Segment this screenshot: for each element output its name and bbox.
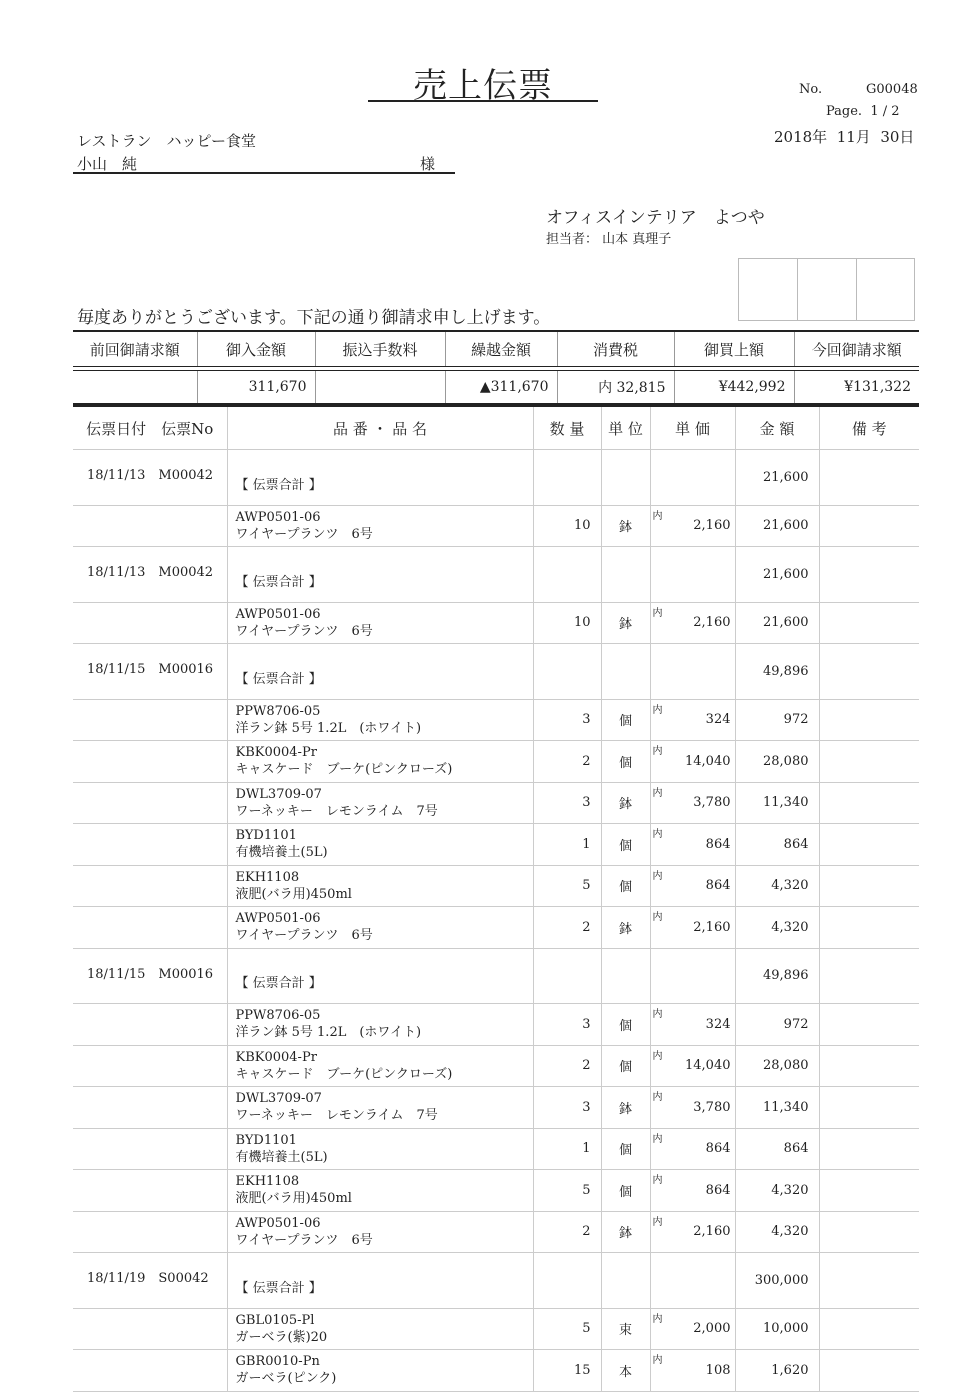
item-cell: [227, 699, 533, 741]
item-cell: [227, 602, 533, 644]
date-cell: [73, 1211, 227, 1253]
item-amount: 4,320: [735, 865, 819, 907]
tax-included-mark: 内: [652, 1216, 663, 1228]
item-amount: 28,080: [735, 741, 819, 783]
item-amount: 864: [735, 824, 819, 866]
document-title: 売上伝票: [413, 66, 553, 106]
voucher-date-no: 18/11/13 M00042: [73, 450, 227, 506]
item-qty: 2: [533, 741, 601, 783]
date-cell: [73, 1128, 227, 1170]
note-cell: [819, 1004, 919, 1046]
item-qty: 1: [533, 1128, 601, 1170]
voucher-total-row: [73, 547, 919, 603]
voucher-date-no: 18/11/15 M00016: [73, 644, 227, 700]
date-cell: [73, 1350, 227, 1392]
item-cell: [227, 1170, 533, 1212]
item-unit: 鉢: [601, 602, 650, 644]
item-cell: [227, 824, 533, 866]
line-items-body: [73, 450, 919, 1392]
line-items-table: [73, 405, 919, 1392]
item-code: DWL3709-07: [235, 786, 322, 802]
item-amount: 972: [735, 1004, 819, 1046]
doc-no-label: No.: [799, 82, 823, 97]
table-row: [73, 782, 919, 824]
table-row: [73, 1350, 919, 1392]
item-price-cell: [650, 699, 735, 741]
item-qty: 3: [533, 1004, 601, 1046]
voucher-total-label: 【 伝票合計 】: [235, 976, 322, 992]
item-unit: 鉢: [601, 505, 650, 547]
summary-header-carryover: 繰越金額: [445, 331, 557, 367]
price-cell: [650, 644, 735, 700]
item-name: 有機培養土(5L): [235, 1149, 328, 1165]
note-cell: [819, 824, 919, 866]
voucher-total-label-cell: [227, 450, 533, 506]
date-cell: [73, 907, 227, 949]
item-amount: 28,080: [735, 1045, 819, 1087]
item-price: 2,160: [693, 518, 731, 534]
tax-included-mark: 内: [652, 1175, 663, 1186]
voucher-total-row: [73, 948, 919, 1004]
note-cell: [819, 547, 919, 603]
item-qty: 2: [533, 907, 601, 949]
stamp-box-3: [856, 258, 915, 321]
item-price-cell: [650, 505, 735, 547]
item-price: 14,040: [685, 753, 731, 769]
item-price-cell: [650, 1045, 735, 1087]
item-unit: 束: [601, 1308, 650, 1350]
voucher-total-label: 【 伝票合計 】: [235, 1280, 322, 1296]
voucher-total-label-cell: [227, 644, 533, 700]
item-amount: 4,320: [735, 1211, 819, 1253]
note-cell: [819, 505, 919, 547]
summary-header-payment: 御入金額: [197, 331, 315, 367]
voucher-total-label-cell: [227, 547, 533, 603]
item-price-cell: [650, 1128, 735, 1170]
item-cell: [227, 1045, 533, 1087]
col-header-date-no: 伝票日付 伝票No: [73, 406, 227, 450]
summary-header-previous: 前回御請求額: [73, 331, 197, 367]
tax-included-mark: 内: [652, 829, 663, 840]
summary-header-fee: 振込手数料: [315, 331, 445, 367]
item-qty: 5: [533, 1170, 601, 1212]
item-cell: [227, 1004, 533, 1046]
table-row: [73, 1308, 919, 1350]
item-qty: 5: [533, 1308, 601, 1350]
item-price-cell: [650, 824, 735, 866]
item-qty: 5: [533, 865, 601, 907]
item-price: 864: [705, 836, 731, 852]
item-name: ガーベラ(紫)20: [235, 1329, 328, 1345]
note-cell: [819, 699, 919, 741]
table-row: [73, 741, 919, 783]
item-unit: 鉢: [601, 907, 650, 949]
table-row: [73, 824, 919, 866]
item-name: ワイヤープランツ 6号: [235, 526, 373, 542]
item-qty: 3: [533, 782, 601, 824]
note-cell: [819, 1045, 919, 1087]
item-qty: 1: [533, 824, 601, 866]
item-name: 洋ラン鉢 5号 1.2L (ホワイト): [235, 720, 422, 736]
item-name: ワイヤープランツ 6号: [235, 1232, 373, 1248]
item-amount: 864: [735, 1128, 819, 1170]
date-cell: [73, 1004, 227, 1046]
item-code: EKH1108: [235, 869, 300, 885]
qty-cell: [533, 450, 601, 506]
item-price-cell: [650, 1087, 735, 1129]
summary-value-tax: 内 32,815: [557, 371, 674, 405]
qty-cell: [533, 547, 601, 603]
item-name: キャスケード ブーケ(ピンクローズ): [235, 1066, 453, 1082]
item-name: ワーネッキー レモンライム 7号: [235, 1108, 438, 1124]
price-cell: [650, 1253, 735, 1309]
unit-cell: [601, 948, 650, 1004]
item-qty: 15: [533, 1350, 601, 1392]
item-price: 108: [705, 1362, 731, 1378]
item-unit: 鉢: [601, 1211, 650, 1253]
tax-included-mark: 内: [652, 607, 663, 619]
tax-included-mark: 内: [652, 1133, 663, 1145]
item-unit: 個: [601, 865, 650, 907]
item-code: PPW8706-05: [235, 703, 321, 719]
item-qty: 2: [533, 1211, 601, 1253]
unit-cell: [601, 547, 650, 603]
item-cell: [227, 1211, 533, 1253]
item-amount: 4,320: [735, 907, 819, 949]
note-cell: [819, 1253, 919, 1309]
item-price: 324: [705, 1016, 731, 1032]
note-cell: [819, 865, 919, 907]
voucher-total-row: [73, 644, 919, 700]
item-price: 2,160: [693, 919, 731, 935]
table-row: [73, 602, 919, 644]
voucher-total-amount: 300,000: [735, 1253, 819, 1309]
item-cell: [227, 865, 533, 907]
item-qty: 3: [533, 699, 601, 741]
unit-cell: [601, 1253, 650, 1309]
item-price-cell: [650, 865, 735, 907]
item-cell: [227, 1128, 533, 1170]
summary-value-previous: [73, 371, 197, 405]
note-cell: [819, 948, 919, 1004]
voucher-total-amount: 49,896: [735, 948, 819, 1004]
tax-included-mark: 内: [652, 912, 663, 923]
item-price: 864: [705, 1141, 731, 1157]
summary-header-purchase: 御買上額: [674, 331, 794, 367]
item-qty: 10: [533, 602, 601, 644]
table-row: [73, 1087, 919, 1129]
qty-cell: [533, 948, 601, 1004]
item-amount: 21,600: [735, 505, 819, 547]
item-price: 2,160: [693, 1224, 731, 1240]
voucher-total-label-cell: [227, 1253, 533, 1309]
table-row: [73, 1128, 919, 1170]
item-name: 液肥(バラ用)450ml: [235, 1191, 352, 1207]
item-cell: [227, 741, 533, 783]
table-row: [73, 1045, 919, 1087]
summary-value-current: ¥131,322: [794, 371, 919, 405]
item-code: AWP0501-06: [235, 509, 321, 525]
greeting-text: 毎度ありがとうございます。下記の通り御請求申し上げます。: [77, 308, 551, 328]
item-unit: 個: [601, 1004, 650, 1046]
item-name: ワーネッキー レモンライム 7号: [235, 803, 438, 819]
summary-table: [73, 330, 919, 405]
price-cell: [650, 450, 735, 506]
item-unit: 鉢: [601, 782, 650, 824]
voucher-total-amount: 49,896: [735, 644, 819, 700]
item-price: 2,160: [693, 615, 731, 631]
tax-included-mark: 内: [652, 787, 663, 799]
date-cell: [73, 824, 227, 866]
voucher-total-label-cell: [227, 948, 533, 1004]
item-price: 3,780: [693, 1099, 731, 1115]
note-cell: [819, 907, 919, 949]
item-qty: 10: [533, 505, 601, 547]
voucher-total-amount: 21,600: [735, 547, 819, 603]
date-cell: [73, 1308, 227, 1350]
note-cell: [819, 782, 919, 824]
item-code: AWP0501-06: [235, 911, 321, 927]
item-code: GBL0105-Pl: [235, 1312, 315, 1328]
issuer-rep: 担当者： 山本 真理子: [546, 232, 672, 247]
item-price: 864: [705, 878, 731, 894]
item-price-cell: [650, 1350, 735, 1392]
item-cell: [227, 1308, 533, 1350]
stamp-box-2: [797, 258, 856, 321]
voucher-total-label: 【 伝票合計 】: [235, 574, 322, 590]
item-unit: 個: [601, 1045, 650, 1087]
date-cell: [73, 699, 227, 741]
item-code: AWP0501-06: [235, 606, 321, 622]
customer-company: レストラン ハッピー食堂: [77, 132, 256, 150]
date-cell: [73, 1045, 227, 1087]
title-underline: [368, 100, 598, 102]
price-cell: [650, 547, 735, 603]
item-code: BYD1101: [235, 1132, 297, 1148]
date-cell: [73, 602, 227, 644]
table-row: [73, 1170, 919, 1212]
voucher-date-no: 18/11/15 M00016: [73, 948, 227, 1004]
col-header-item: 品 番 ・ 品 名: [227, 406, 533, 450]
customer-honorific: 様: [420, 155, 436, 173]
col-header-unit: 単 位: [601, 406, 650, 450]
item-cell: [227, 1087, 533, 1129]
voucher-date-no: 18/11/13 M00042: [73, 547, 227, 603]
voucher-total-label: 【 伝票合計 】: [235, 671, 322, 687]
item-price-cell: [650, 1211, 735, 1253]
tax-included-mark: 内: [652, 746, 663, 757]
col-header-amount: 金 額: [735, 406, 819, 450]
table-row: [73, 1211, 919, 1253]
col-header-note: 備 考: [819, 406, 919, 450]
table-row: [73, 699, 919, 741]
note-cell: [819, 741, 919, 783]
item-name: ワイヤープランツ 6号: [235, 928, 373, 944]
doc-no-value: G00048: [866, 82, 918, 97]
item-code: KBK0004-Pr: [235, 745, 317, 761]
table-row: [73, 865, 919, 907]
item-unit: 個: [601, 824, 650, 866]
item-code: DWL3709-07: [235, 1091, 322, 1107]
item-price: 2,000: [693, 1321, 731, 1337]
voucher-total-amount: 21,600: [735, 450, 819, 506]
item-price-cell: [650, 907, 735, 949]
item-cell: [227, 782, 533, 824]
item-name: 洋ラン鉢 5号 1.2L (ホワイト): [235, 1025, 422, 1041]
item-unit: 本: [601, 1350, 650, 1392]
tax-included-mark: 内: [652, 510, 663, 522]
item-price: 864: [705, 1182, 731, 1198]
item-unit: 個: [601, 699, 650, 741]
date-cell: [73, 741, 227, 783]
tax-included-mark: 内: [652, 704, 663, 716]
item-unit: 個: [601, 1170, 650, 1212]
item-price: 3,780: [693, 795, 731, 811]
voucher-total-row: [73, 1253, 919, 1309]
item-name: ガーベラ(ピンク): [235, 1371, 337, 1387]
note-cell: [819, 1170, 919, 1212]
summary-header-tax: 消費税: [557, 331, 674, 367]
tax-included-mark: 内: [652, 870, 663, 882]
item-amount: 11,340: [735, 1087, 819, 1129]
qty-cell: [533, 1253, 601, 1309]
item-unit: 鉢: [601, 1087, 650, 1129]
tax-included-mark: 内: [652, 1092, 663, 1103]
date-cell: [73, 782, 227, 824]
col-header-qty: 数 量: [533, 406, 601, 450]
item-price: 14,040: [685, 1058, 731, 1074]
tax-included-mark: 内: [652, 1050, 663, 1062]
summary-value-fee: [315, 371, 445, 405]
voucher-date-no: 18/11/19 S00042: [73, 1253, 227, 1309]
col-header-price: 単 価: [650, 406, 735, 450]
item-amount: 10,000: [735, 1308, 819, 1350]
customer-name: 小山 純: [77, 155, 138, 173]
item-price-cell: [650, 1004, 735, 1046]
issuer-company: オフィスインテリア よつや: [546, 208, 765, 228]
item-code: AWP0501-06: [235, 1215, 321, 1231]
item-cell: [227, 505, 533, 547]
stamp-box-1: [738, 258, 797, 321]
item-price-cell: [650, 602, 735, 644]
item-price-cell: [650, 782, 735, 824]
summary-header-current: 今回御請求額: [794, 331, 919, 367]
item-price-cell: [650, 741, 735, 783]
item-name: キャスケード ブーケ(ピンクローズ): [235, 762, 453, 778]
item-code: KBK0004-Pr: [235, 1049, 317, 1065]
price-cell: [650, 948, 735, 1004]
tax-included-mark: 内: [652, 1313, 663, 1325]
item-unit: 個: [601, 741, 650, 783]
date-cell: [73, 505, 227, 547]
item-name: ワイヤープランツ 6号: [235, 623, 373, 639]
page-number: Page. 1 / 2: [826, 104, 900, 119]
qty-cell: [533, 644, 601, 700]
customer-underline: [73, 172, 455, 174]
voucher-total-label: 【 伝票合計 】: [235, 477, 322, 493]
date-cell: [73, 1170, 227, 1212]
item-amount: 1,620: [735, 1350, 819, 1392]
item-name: 有機培養土(5L): [235, 845, 328, 861]
note-cell: [819, 1087, 919, 1129]
note-cell: [819, 1128, 919, 1170]
table-row: [73, 505, 919, 547]
summary-value-carryover: ▲311,670: [445, 371, 557, 405]
note-cell: [819, 1350, 919, 1392]
tax-included-mark: 内: [652, 1009, 663, 1020]
date-cell: [73, 865, 227, 907]
item-amount: 21,600: [735, 602, 819, 644]
note-cell: [819, 450, 919, 506]
item-name: 液肥(バラ用)450ml: [235, 886, 352, 902]
summary-value-purchase: ¥442,992: [674, 371, 794, 405]
item-amount: 4,320: [735, 1170, 819, 1212]
summary-value-payment: 311,670: [197, 371, 315, 405]
item-code: PPW8706-05: [235, 1008, 321, 1024]
item-code: BYD1101: [235, 828, 297, 844]
voucher-total-row: [73, 450, 919, 506]
item-qty: 2: [533, 1045, 601, 1087]
item-qty: 3: [533, 1087, 601, 1129]
item-cell: [227, 1350, 533, 1392]
item-price-cell: [650, 1170, 735, 1212]
item-price: 324: [705, 712, 731, 728]
item-unit: 個: [601, 1128, 650, 1170]
item-amount: 11,340: [735, 782, 819, 824]
table-row: [73, 1004, 919, 1046]
note-cell: [819, 602, 919, 644]
date-cell: [73, 1087, 227, 1129]
note-cell: [819, 1211, 919, 1253]
item-code: GBR0010-Pn: [235, 1354, 320, 1370]
table-row: [73, 907, 919, 949]
issue-date: 2018年 11月 30日: [774, 128, 915, 146]
note-cell: [819, 644, 919, 700]
item-code: EKH1108: [235, 1174, 300, 1190]
item-cell: [227, 907, 533, 949]
unit-cell: [601, 450, 650, 506]
note-cell: [819, 1308, 919, 1350]
item-price-cell: [650, 1308, 735, 1350]
tax-included-mark: 内: [652, 1355, 663, 1366]
unit-cell: [601, 644, 650, 700]
item-amount: 972: [735, 699, 819, 741]
